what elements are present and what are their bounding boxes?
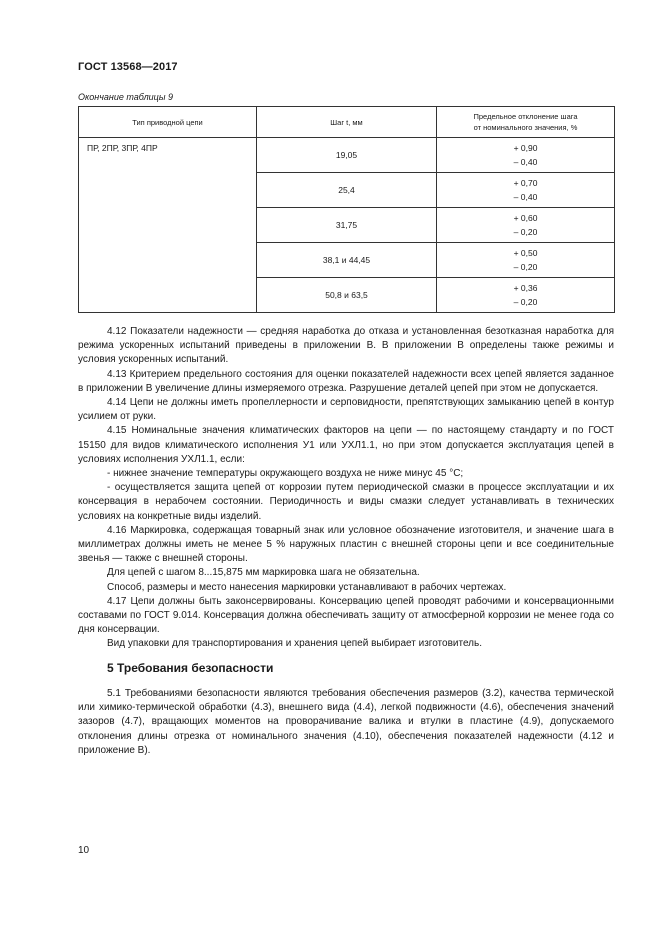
paragraph-4-17: 4.17 Цепи должны быть законсервированы. Консервацию цепей проводят рабочими и консервационными составами по ГОСТ 9.014. Консервация должна обеспечивать защиту от атмосферной коррозии не менее года со дня консервации. [78,595,614,636]
step-cell: 38,1 и 44,45 [257,243,437,278]
deviation-cell [437,138,615,173]
list-item: - осуществляется защита цепей от коррозии путем периодической смазки в процессе эксплуатации и их консервация в нерабочем состоянии. Периодичность и виды смазки следует устанавливать в технических условиях на конкретные виды изделий. [78,482,614,522]
deviation-plus: + 0,90 [513,143,538,153]
step-cell: 19,05 [257,138,437,173]
paragraph-4-17-packaging: Вид упаковки для транспортирования и хранения цепей выбирает изготовитель. [107,638,483,650]
paragraph-4-16: 4.16 Маркировка, содержащая товарный знак или условное обозначение изготовителя, и значение шага в миллиметрах должны иметь не менее 5 % наружных пластин с внешней стороны цепи и все соединительные звенья — также с внешней стороны. [78,524,614,565]
deviation-minus: – 0,40 [513,192,538,202]
deviation-cell [437,208,615,243]
deviation-minus: – 0,20 [513,262,538,272]
paragraph-4-15: 4.15 Номинальные значения климатических факторов на цепи — по настоящему стандарту и по ГОСТ 15150 для видов климатического исполнения У1 или УХЛ1.1, но при этом допускается эксплуатация цепей в условиях исполнения УХЛ1.1, если: [78,425,614,465]
deviation-cell [437,173,615,208]
deviation-cell [437,278,615,313]
deviation-minus: – 0,20 [513,297,538,307]
step-cell: 31,75 [257,208,437,243]
table-caption: Окончание таблицы 9 [78,92,173,102]
deviation-minus: – 0,40 [513,157,538,167]
body-text [78,325,614,652]
paragraph-4-12: 4.12 Показатели надежности — средняя наработка до отказа и установленная безотказная наработка для режима ускоренных испытаний приведены в приложении В. В приложении В определены также режимы и условия ускоренных испытаний. [78,326,614,366]
section-5-text [78,687,614,758]
deviation-plus: + 0,70 [513,178,538,188]
step-cell: 50,8 и 63,5 [257,278,437,313]
column-header-step: Шаг t, мм [257,107,437,138]
list-item: - нижнее значение температуры окружающего воздуха не ниже минус 45 °С; [107,468,464,480]
section-5-title: 5 Требования безопасности [107,661,274,675]
document-header: ГОСТ 13568—2017 [78,61,178,73]
deviation-plus: + 0,60 [513,213,538,223]
step-cell: 25,4 [257,173,437,208]
deviation-cell [437,243,615,278]
deviation-plus: + 0,50 [513,248,538,258]
column-header-deviation [437,107,615,138]
table-row [79,138,615,173]
deviation-minus: – 0,20 [513,227,538,237]
paragraph-4-13: 4.13 Критерием предельного состояния для оценки показателей надежности всех цепей является заданное в приложении В увеличение длины измеряемого отрезка. Разрушение деталей цепей при этом не допускается. [78,368,614,394]
paragraph-4-16-method: Способ, размеры и место нанесения маркировки устанавливают в рабочих чертежах. [107,581,507,593]
paragraph-5-1: 5.1 Требованиями безопасности являются требования обеспечения размеров (3.2), качества термической или химико-термической обработки (4.3), внешнего вида (4.4), легкой подвижности (4.6), обеспечения значений зазоров (4.7), вращающих моментов на проворачивание валика и втулки в пластине (4.9), допускаемого отклонения длины отрезка от номинального значения (4.10), обеспечения показателей надежности (4.12 и приложение В). [78,688,614,756]
paragraph-4-16-note: Для цепей с шагом 8...15,875 мм маркировка шага не обязательна. [107,567,420,579]
paragraph-4-14: 4.14 Цепи не должны иметь пропеллерности и серповидности, препятствующих замыканию цепей в контур усилием от руки. [78,397,614,423]
table-9 [78,106,615,313]
page-number: 10 [78,845,90,856]
column-header-deviation-line1: Предельное отклонение шага [473,112,578,121]
chain-types-cell: ПР, 2ПР, 3ПР, 4ПР [79,138,257,313]
column-header-type: Тип приводной цепи [79,107,257,138]
column-header-deviation-line2: от номинального значения, % [473,123,578,132]
deviation-plus: + 0,36 [513,283,538,293]
